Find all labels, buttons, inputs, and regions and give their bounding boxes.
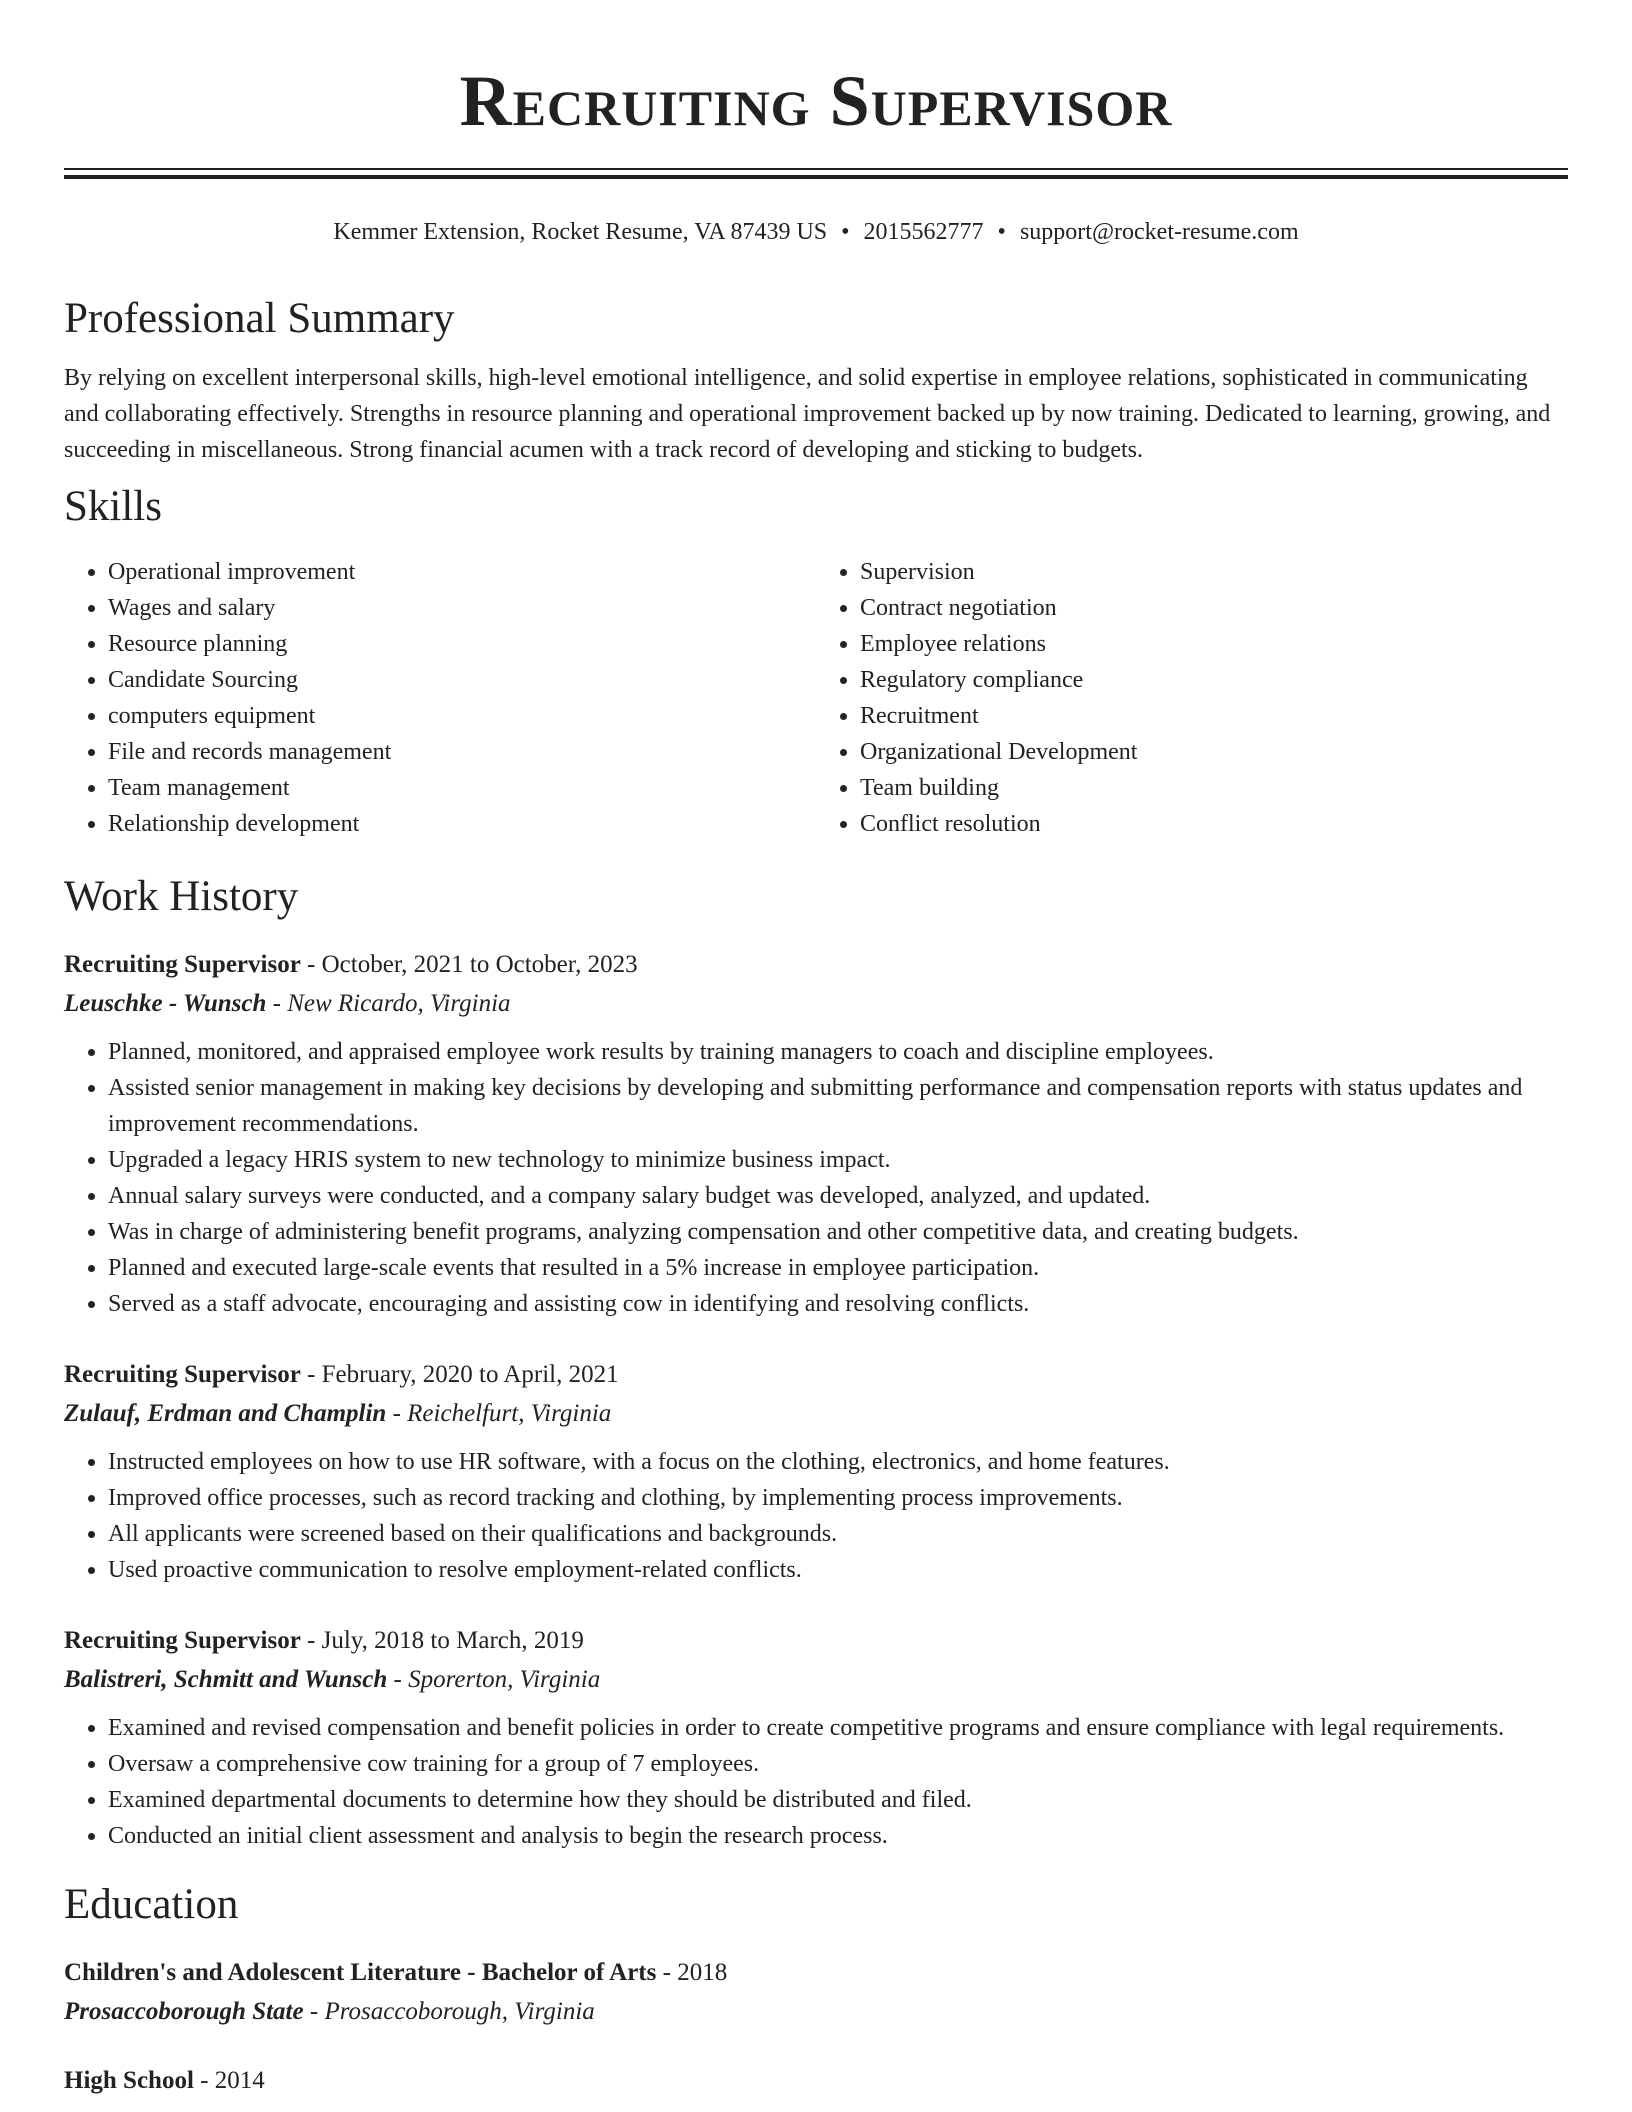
degree-line	[64, 2062, 1568, 2100]
skill-item: • Supervision	[860, 554, 1568, 590]
dash: -	[193, 2067, 215, 2094]
degree: High School	[64, 2067, 194, 2094]
title-divider-thin	[64, 168, 1568, 170]
education-entry	[64, 2062, 1568, 2100]
resume-title: Recruiting Supervisor	[459, 61, 1173, 141]
summary-heading: Professional Summary	[64, 295, 455, 342]
skills-columns	[64, 554, 1568, 842]
skill-item: • Contract negotiation	[860, 590, 1568, 626]
job-bullet: • Improved office processes, such as record tracking and clothing, by implementing process improvements.	[108, 1480, 1568, 1516]
job-bullet: • Served as a staff advocate, encouraging and assisting cow in identifying and resolving conflicts.	[108, 1286, 1568, 1322]
skill-item: • File and records management	[108, 734, 816, 770]
company-name: Balistreri, Schmitt and Wunsch	[64, 1666, 388, 1693]
title-divider-thick	[64, 175, 1568, 179]
contact-separator: •	[841, 219, 850, 245]
skill-item: • Employee relations	[860, 626, 1568, 662]
job-bullet: • Conducted an initial client assessment and analysis to begin the research process.	[108, 1818, 1568, 1854]
dash: -	[303, 1998, 325, 2025]
job-entry	[64, 1622, 1568, 1854]
dash: -	[386, 1400, 408, 1427]
summary-section	[64, 290, 1568, 468]
skill-item: • Candidate Sourcing	[108, 662, 816, 698]
graduation-year: 2014	[214, 2067, 265, 2094]
job-bullet: • Oversaw a comprehensive cow training for a group of 7 employees.	[108, 1746, 1568, 1782]
employer-line	[64, 984, 1568, 1024]
job-location: Reichelfurt, Virginia	[407, 1400, 612, 1427]
school-location: Prosaccoborough, Virginia	[324, 1998, 595, 2025]
work-history-heading: Work History	[64, 873, 299, 920]
job-dates: February, 2020 to April, 2021	[321, 1361, 619, 1388]
dash: -	[387, 1666, 409, 1693]
job-dates: July, 2018 to March, 2019	[321, 1627, 584, 1654]
job-title: Recruiting Supervisor	[64, 1627, 301, 1654]
skill-item: • Team building	[860, 770, 1568, 806]
dash: -	[656, 1959, 678, 1986]
skills-list-left	[64, 554, 816, 842]
job-bullets	[64, 1710, 1568, 1854]
resume-body	[64, 290, 1568, 2100]
school-line	[64, 1992, 1568, 2032]
skill-item: • Resource planning	[108, 626, 816, 662]
education-heading: Education	[64, 1881, 239, 1928]
skill-item: • Team management	[108, 770, 816, 806]
skill-item: • Relationship development	[108, 806, 816, 842]
job-title: Recruiting Supervisor	[64, 1361, 301, 1388]
contact-separator: •	[997, 219, 1006, 245]
work-history-section	[64, 868, 1568, 1854]
contact-phone: 2015562777	[863, 219, 984, 245]
job-bullet: • Instructed employees on how to use HR software, with a focus on the clothing, electronics, and home features.	[108, 1444, 1568, 1480]
employer-line	[64, 1660, 1568, 1700]
skill-item: • Wages and salary	[108, 590, 816, 626]
skill-item: • Organizational Development	[860, 734, 1568, 770]
summary-text: By relying on excellent interpersonal skills, high-level emotional intelligence, and solid expertise in employee relations, sophisticated in communicating and collaborating effectively. Strengths in resource planning and operational improvement backed up by now training. Dedicated to learning, growing, and succeeding in miscellaneous. Strong financial acumen with a track record of developing and sticking to budgets.	[64, 365, 1551, 463]
job-bullet: • All applicants were screened based on their qualifications and backgrounds.	[108, 1516, 1568, 1552]
contact-address: Kemmer Extension, Rocket Resume, VA 87439 US	[333, 219, 828, 245]
graduation-year: 2018	[677, 1959, 728, 1986]
dash: -	[300, 1361, 322, 1388]
degree: Children's and Adolescent Literature - Bachelor of Arts	[64, 1959, 657, 1986]
contact-email: support@rocket-resume.com	[1019, 219, 1299, 245]
job-dates: October, 2021 to October, 2023	[321, 951, 638, 978]
company-name: Zulauf, Erdman and Champlin	[64, 1400, 387, 1427]
job-entry	[64, 946, 1568, 1322]
company-name: Leuschke - Wunsch	[64, 990, 267, 1017]
job-bullet: • Examined and revised compensation and benefit policies in order to create competitive programs and ensure compliance with legal requirements.	[108, 1710, 1568, 1746]
job-bullet: • Assisted senior management in making key decisions by developing and submitting performance and compensation reports with status updates and improvement recommendations.	[108, 1070, 1568, 1142]
skills-section	[64, 478, 1568, 842]
skill-item: • computers equipment	[108, 698, 816, 734]
job-location: Sporerton, Virginia	[408, 1666, 601, 1693]
job-entry	[64, 1356, 1568, 1588]
job-bullets	[64, 1034, 1568, 1322]
job-bullet: • Planned, monitored, and appraised employee work results by training managers to coach and discipline employees.	[108, 1034, 1568, 1070]
skills-list-right	[816, 554, 1568, 842]
skills-heading: Skills	[64, 483, 162, 530]
school-name: Prosaccoborough State	[64, 1998, 304, 2025]
job-bullet: • Used proactive communication to resolve employment-related conflicts.	[108, 1552, 1568, 1588]
contact-line	[0, 216, 1632, 248]
skill-item: • Operational improvement	[108, 554, 816, 590]
job-title-line	[64, 1622, 1568, 1660]
skill-item: • Recruitment	[860, 698, 1568, 734]
employer-line	[64, 1394, 1568, 1434]
job-location: New Ricardo, Virginia	[287, 990, 511, 1017]
job-bullet: • Upgraded a legacy HRIS system to new technology to minimize business impact.	[108, 1142, 1568, 1178]
skill-item: • Regulatory compliance	[860, 662, 1568, 698]
job-bullet: • Planned and executed large-scale events that resulted in a 5% increase in employee participation.	[108, 1250, 1568, 1286]
job-title: Recruiting Supervisor	[64, 951, 301, 978]
dash: -	[300, 1627, 322, 1654]
dash: -	[266, 990, 288, 1017]
education-section	[64, 1876, 1568, 2100]
job-bullets	[64, 1444, 1568, 1588]
job-bullet: • Annual salary surveys were conducted, and a company salary budget was developed, analyzed, and updated.	[108, 1178, 1568, 1214]
education-entry	[64, 1954, 1568, 2032]
job-bullet: • Examined departmental documents to determine how they should be distributed and filed.	[108, 1782, 1568, 1818]
job-title-line	[64, 946, 1568, 984]
skill-item: • Conflict resolution	[860, 806, 1568, 842]
degree-line	[64, 1954, 1568, 1992]
job-title-line	[64, 1356, 1568, 1394]
dash: -	[300, 951, 322, 978]
job-bullet: • Was in charge of administering benefit programs, analyzing compensation and other competitive data, and creating budgets.	[108, 1214, 1568, 1250]
